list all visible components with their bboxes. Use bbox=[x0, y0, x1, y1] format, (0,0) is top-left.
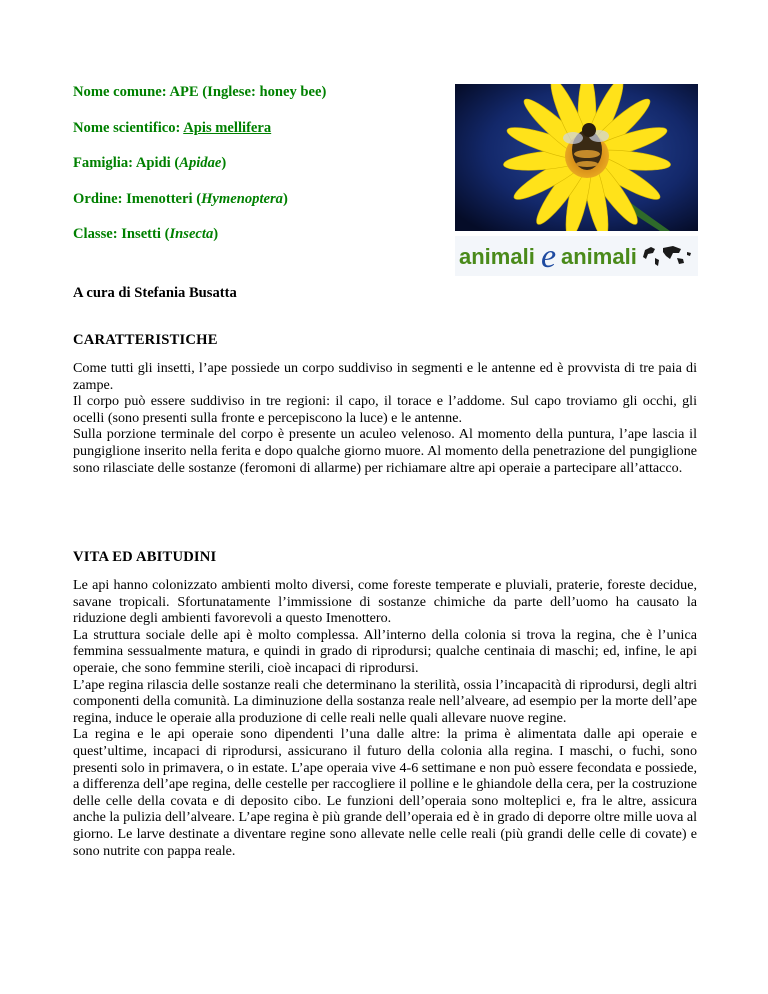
paragraph: La regina e le api operaie sono dipendenti l’una dalle altre: la prima è alimentata dalle api operaie e quest’ultime, incapaci di riprodursi, assicurano il futuro della colonia alla regina. I maschi, o fuchi, sono presenti solo in primavera, o in estate. L’ape operaia vive 4-6 settimane e non può essere fecondata e possiede, a differenza dell’ape regina, delle cestelle per raccogliere il polline e le ghiandole della cera, per la costruzione delle celle della covata e di deposito cibo. Le funzioni dell’operaia sono molteplici e, fra le altre, assicura anche la pulizia dell’alveare. L’ape regina è più grande dell’operaia ed è in grado di deporre oltre mille uova al giorno. Le larve destinate a diventare regine sono allevate nelle celle reali (più grandi delle celle di covate) e sono nutrite con pappa reale. bbox=[73, 726, 698, 859]
paragraph: La struttura sociale delle api è molto complessa. All’interno della colonia si trova la regina, che è l’unica femmina sessualmente matura, e quindi in grado di riprodursi; qualche centinaia di maschi; ed, infine, le api operaie, che sono femmine sterili, cioè incapaci di riprodursi. bbox=[73, 626, 697, 676]
world-map-icon bbox=[643, 246, 691, 266]
svg-text:animali: animali bbox=[459, 244, 535, 269]
paragraph: L’ape regina rilascia delle sostanze reali che determinano la sterilità, ossia l’incapacità di riprodursi, degli altri componenti della comunità. La diminuzione della sostanza reale nell’alveare, ad esempio per la morte dell’ape regina, induce le operaie alla produzione di celle reali nelle quali allevare nuove regine. bbox=[73, 676, 697, 726]
photo-illustration bbox=[455, 84, 698, 231]
species-info bbox=[73, 83, 433, 261]
scientific-name-line: Nome scientifico: Apis mellifera bbox=[73, 119, 272, 136]
section-body-caratteristiche bbox=[73, 360, 697, 476]
class-line: Classe: Insetti (Insecta) bbox=[73, 226, 219, 242]
paragraph: Il corpo può essere suddiviso in tre regioni: il capo, il torace e l’addome. Sul capo troviamo gli occhi, gli ocelli (sono presenti sulla fronte e percepiscono la luce) e le antenne. bbox=[73, 393, 697, 426]
family-line: Famiglia: Apidi (Apidae) bbox=[73, 155, 227, 171]
order-line: Ordine: Imenotteri (Hymenoptera) bbox=[73, 190, 288, 207]
bee-on-flower-photo bbox=[455, 84, 698, 231]
scientific-name-link[interactable]: Apis mellifera bbox=[183, 119, 272, 136]
section-body-vita-ed-abitudini bbox=[73, 577, 697, 859]
section-heading-caratteristiche: CARATTERISTICHE bbox=[73, 332, 218, 348]
svg-text:animali: animali bbox=[561, 244, 637, 269]
animalieanimali-logo bbox=[455, 236, 698, 276]
paragraph: Come tutti gli insetti, l’ape possiede un corpo suddiviso in segmenti e le antenne ed è provvista di tre paia di zampe. bbox=[73, 360, 697, 393]
paragraph: Le api hanno colonizzato ambienti molto diversi, come foreste temperate e pluviali, praterie, foreste decidue, savane tropicali. Sfortunatamente l’immissione di sostanze chimiche da parte dell’uomo ha causato la riduzione degli ambienti favorevoli a questo Imenottero. bbox=[73, 577, 697, 627]
common-name-line: Nome comune: APE (Inglese: honey bee) bbox=[73, 84, 327, 100]
paragraph: Sulla porzione terminale del corpo è presente un aculeo velenoso. Al momento della puntura, l’ape lascia il pungiglione inserito nella ferita e dopo qualche giorno muore. Al momento della penetrazione del pungiglione sono rilasciate delle sostanze (feromoni di allarme) per richiamare altre api operaie a partecipare all’attacco. bbox=[73, 426, 697, 476]
author-line: A cura di Stefania Busatta bbox=[73, 285, 237, 301]
svg-text:e: e bbox=[541, 238, 557, 275]
section-heading-vita-ed-abitudini: VITA ED ABITUDINI bbox=[73, 549, 217, 565]
logo-wordmark bbox=[455, 236, 698, 276]
